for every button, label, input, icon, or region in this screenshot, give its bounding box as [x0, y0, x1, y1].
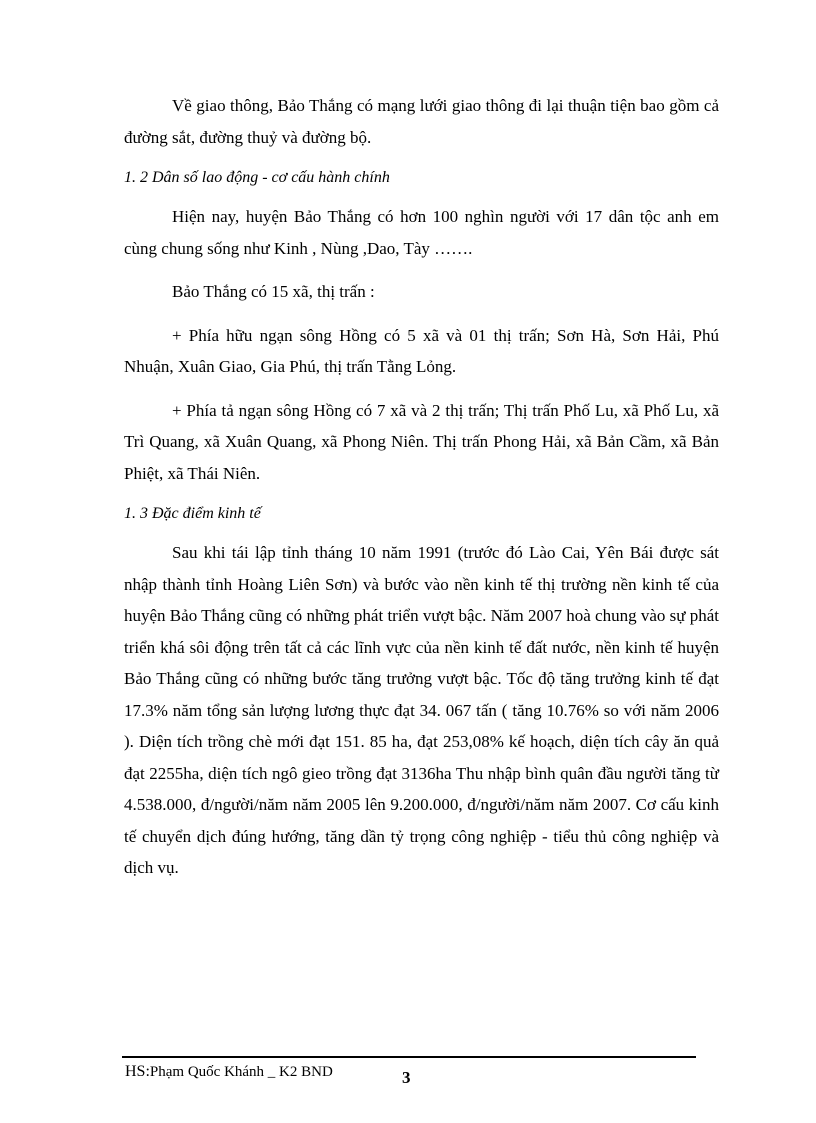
- paragraph-population: Hiện nay, huyện Bảo Thắng có hơn 100 nghìn người với 17 dân tộc anh em cùng chung sống như Kinh , Nùng ,Dao, Tày …….: [124, 207, 719, 258]
- document-body: [124, 90, 719, 884]
- bullet-right-bank: + Phía hữu ngạn sông Hồng có 5 xã và 01 thị trấn; Sơn Hà, Sơn Hải, Phú Nhuận, Xuân Giao, Gia Phú, thị trấn Tằng Lỏng.: [124, 325, 719, 376]
- paragraph-economy: Sau khi tái lập tỉnh tháng 10 năm 1991 (trước đó Lào Cai, Yên Bái được sát nhập thành tỉnh Hoàng Liên Sơn) và bước vào nền kinh tế thị trường nền kinh tế của huyện Bảo Thắng cũng có những phát triển vượt bậc. Năm 2007 hoà chung vào sự phát triển khá sôi động trên tất cả các lĩnh vực của nền kinh tế đất nước, nền kinh tế huyện Bảo Thắng cũng có những bước tăng trưởng vượt bậc. Tốc độ tăng trưởng kinh tế đạt 17.3% năm tổng sản lượng lương thực đạt 34. 067 tấn ( tăng 10.76% so với năm 2006 ). Diện tích trồng chè mới đạt 151. 85 ha, đạt 253,08% kế hoạch, diện tích cây ăn quả đạt 2255ha, diện tích ngô gieo trồng đạt 3136ha Thu nhập bình quân đầu người tăng từ 4.538.000, đ/người/năm năm 2005 lên 9.200.000, đ/người/năm năm 2007. Cơ cấu kinh tế chuyển dịch đúng hướng, tăng dần tỷ trọng công nghiệp - tiểu thủ công nghiệp và dịch vụ.: [124, 543, 719, 877]
- footer-prefix: HS:: [125, 1063, 150, 1080]
- page-number: 3: [402, 1068, 411, 1087]
- footer-divider: [122, 1056, 696, 1058]
- footer-author-name: Phạm Quốc Khánh _ K2 BND: [149, 1064, 333, 1080]
- paragraph-communes-count: Bảo Thắng có 15 xã, thị trấn :: [172, 282, 375, 301]
- section-heading-economy: 1. 3 Đặc điểm kinh tế: [124, 505, 261, 522]
- paragraph-transport: Về giao thông, Bảo Thắng có mạng lưới giao thông đi lại thuận tiện bao gồm cả đường sắt, đường thuỷ và đường bộ.: [124, 96, 719, 147]
- bullet-left-bank: + Phía tả ngạn sông Hồng có 7 xã và 2 thị trấn; Thị trấn Phố Lu, xã Phố Lu, xã Trì Quang, xã Xuân Quang, xã Phong Niên. Thị trấn Phong Hải, xã Bản Cầm, xã Bản Phiệt, xã Thái Niên.: [124, 400, 719, 483]
- section-heading-population: 1. 2 Dân số lao động - cơ cấu hành chính: [124, 169, 390, 186]
- footer-author: [125, 1063, 333, 1081]
